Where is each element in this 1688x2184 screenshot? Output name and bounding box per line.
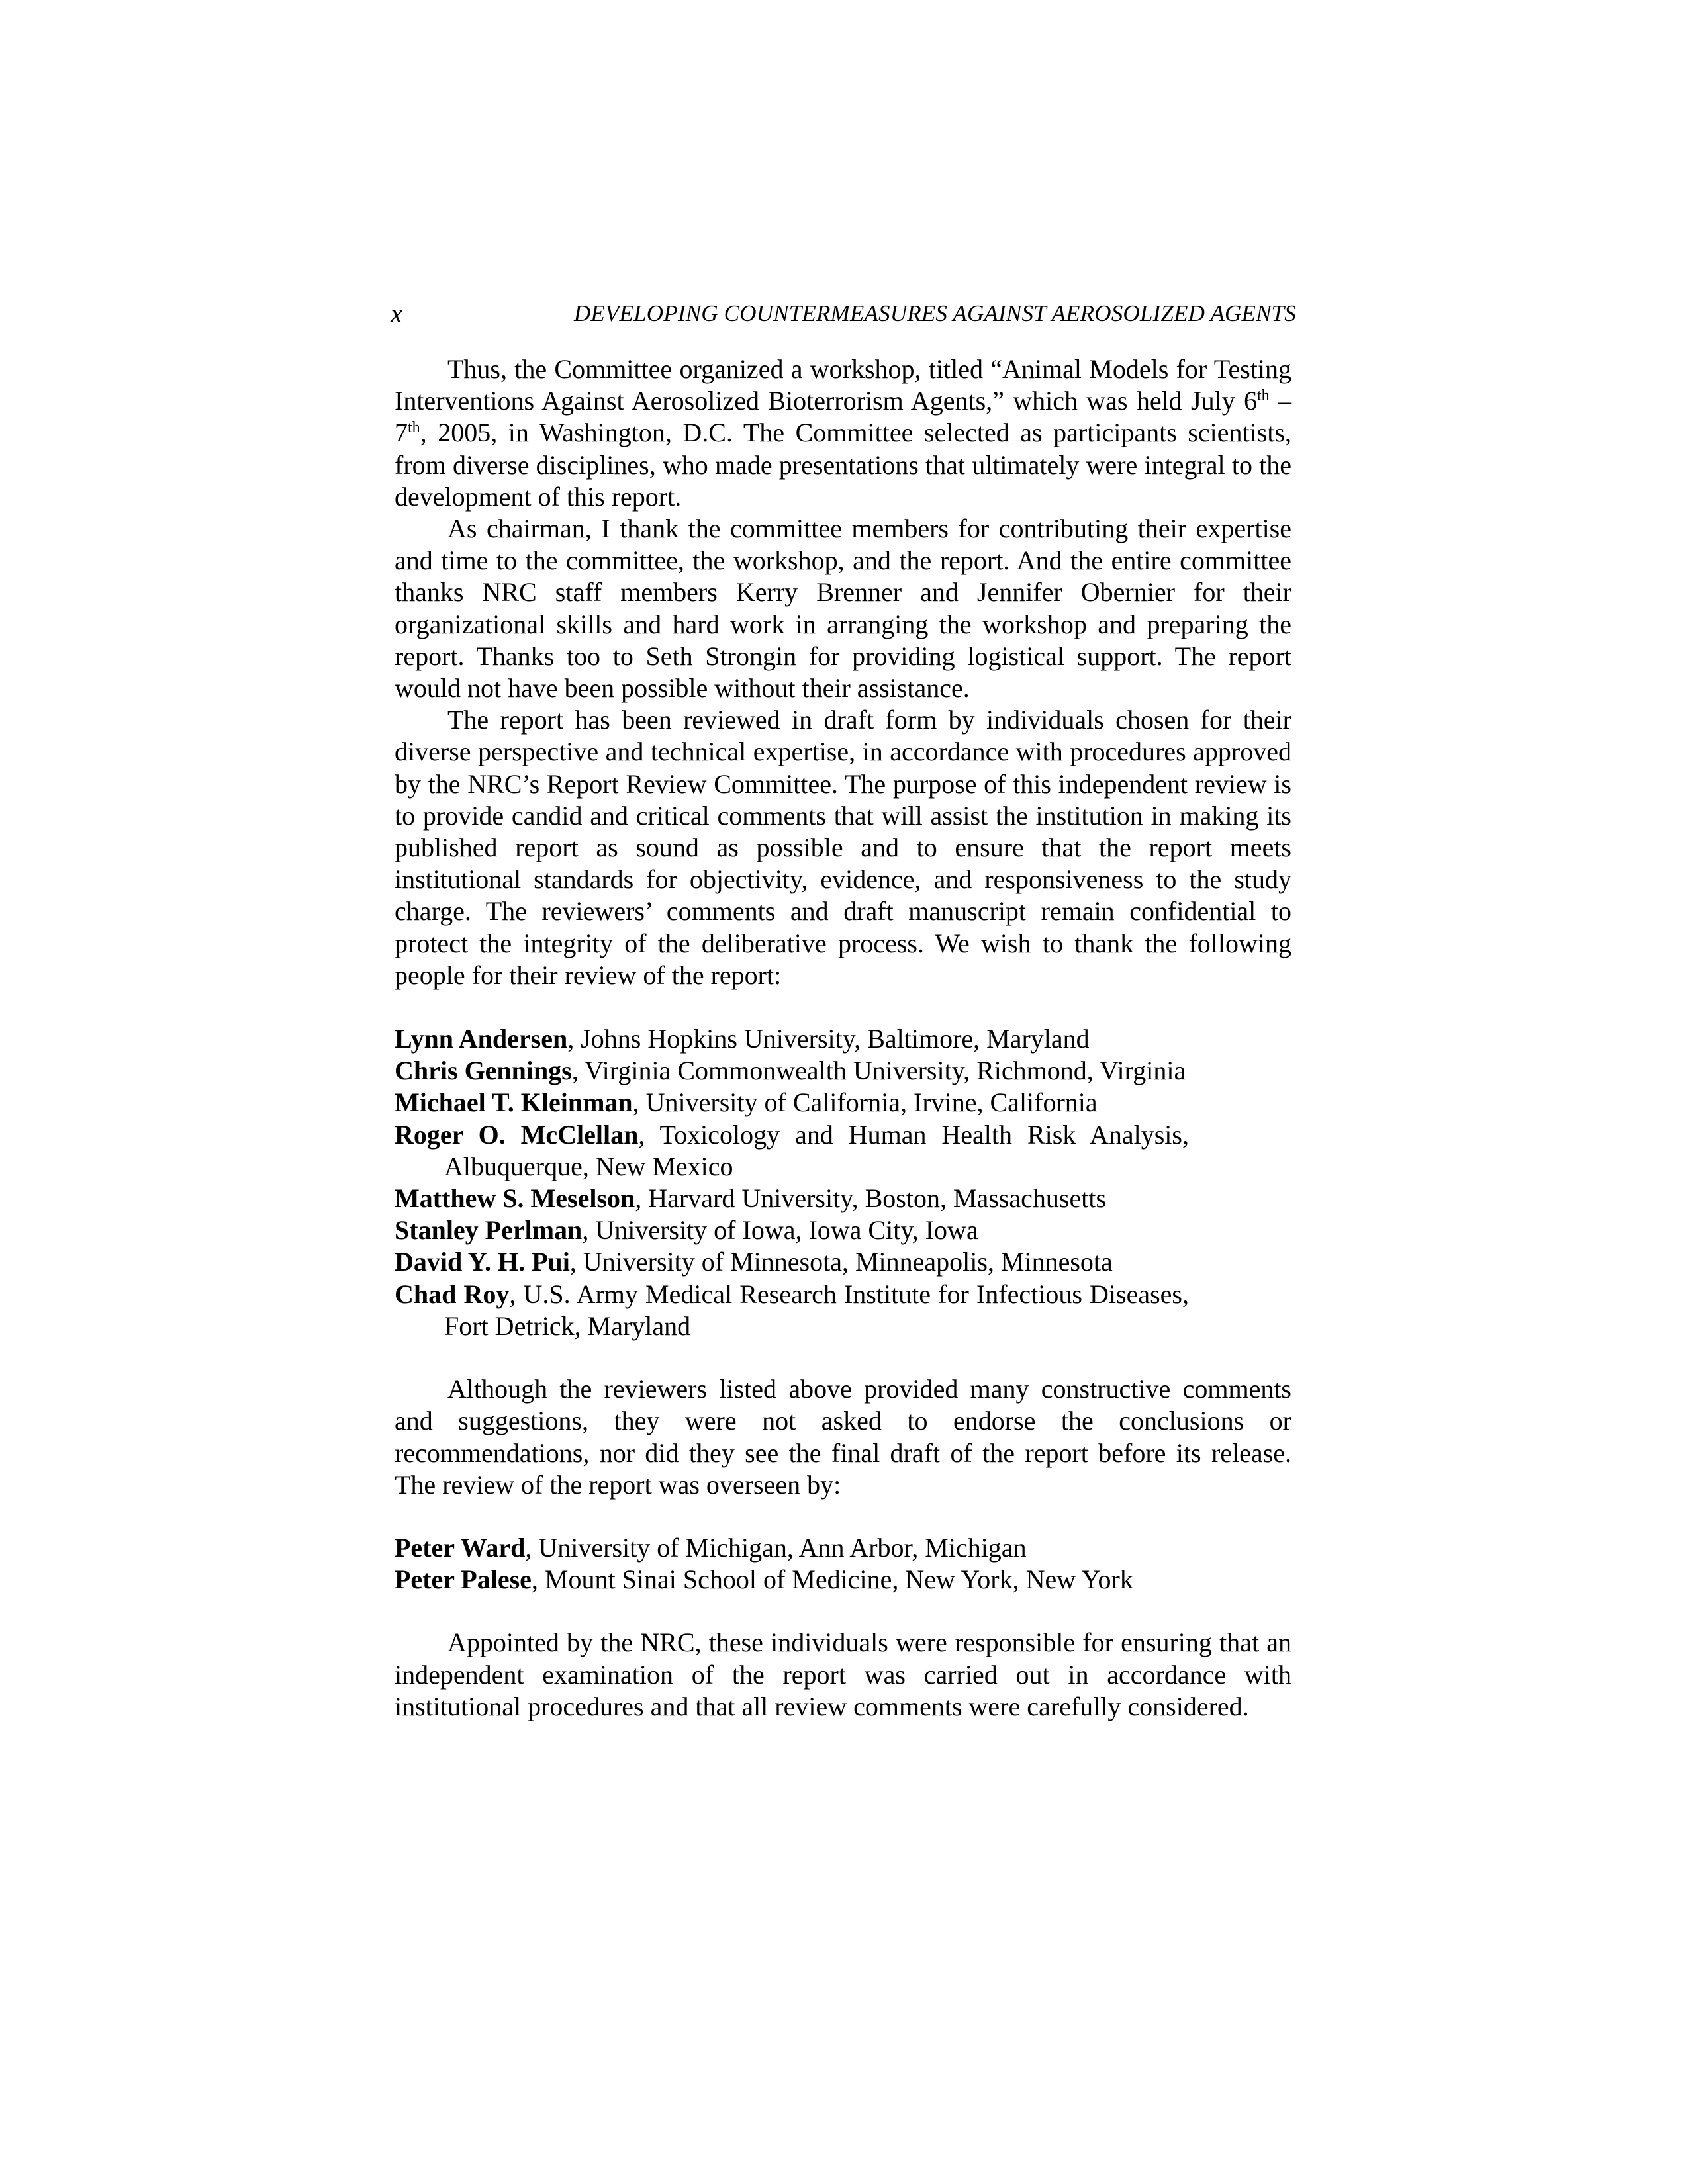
paragraph-oversight: Appointed by the NRC, these individuals were responsible for ensuring that an independent examination of the report was carried out in accordance with institutional procedures and that all review comments were carefully considered. [395, 1627, 1291, 1721]
paragraph-acknowledgments: As chairman, I thank the committee members for contributing their expertise and time to the committee, the workshop, and the report. And the entire committee thanks NRC staff members Kerry Brenner and Jennifer Obernier for their organizational skills and hard work in arranging the workshop and preparing the report. Thanks too to Seth Strongin for providing logistical support. The report would not have been possible without their assistance. [395, 514, 1291, 704]
running-header [391, 294, 1296, 334]
reviewer-name: Lynn Andersen [395, 1024, 568, 1054]
reviewer-name: Chris Gennings [395, 1056, 572, 1086]
superscript: th [1257, 387, 1270, 405]
reviewer-affiliation: , Virginia Commonwealth University, Richmond, Virginia [571, 1056, 1186, 1086]
reviewer-entry [395, 1119, 1189, 1183]
reviewer-name: Chad Roy [395, 1279, 510, 1309]
page-number: x [391, 298, 402, 328]
reviewer-affiliation: , Harvard University, Boston, Massachusetts [635, 1183, 1107, 1214]
reviewer-entry [395, 1023, 1189, 1055]
overseer-affiliation: , University of Michigan, Ann Arbor, Michigan [525, 1532, 1027, 1563]
superscript: th [408, 419, 420, 437]
reviewer-entry [395, 1246, 1189, 1278]
reviewer-entry [395, 1279, 1189, 1342]
reviewer-affiliation: , Johns Hopkins University, Baltimore, Maryland [567, 1024, 1090, 1054]
running-title: DEVELOPING COUNTERMEASURES AGAINST AEROSOLIZED AGENTS [573, 300, 1296, 326]
paragraph-text: – 7 [395, 386, 1292, 448]
paragraph-review-process: The report has been reviewed in draft form by individuals chosen for their diverse perspective and technical expertise, in accordance with procedures approved by the NRC’s Report Review Committee. The purpose of this independent review is to provide candid and critical comments that will assist the institution in making its published report as sound as possible and to ensure that the report meets institutional standards for objectivity, evidence, and responsiveness to the study charge. The reviewers’ comments and draft manuscript remain confidential to protect the integrity of the deliberative process. We wish to thank the following people for their review of the report: [395, 705, 1291, 990]
paragraph-text: , 2005, in Washington, D.C. The Committee selected as participants scientists, from diverse disciplines, who made presentations that ultimately were integral to the development of this report. [395, 418, 1291, 512]
reviewer-name: Stanley Perlman [395, 1215, 583, 1246]
paragraph-review-disclaimer: Although the reviewers listed above provided many constructive comments and suggestions, they were not asked to endorse the conclusions or recommendations, nor did they see the final draft of the report before its release. The review of the report was overseen by: [395, 1374, 1291, 1500]
overseer-name: Peter Palese [395, 1565, 532, 1595]
oversight-list [395, 1532, 1291, 1596]
reviewer-affiliation: , University of Minnesota, Minneapolis, Minnesota [569, 1247, 1113, 1277]
reviewer-entry [395, 1183, 1189, 1214]
reviewer-affiliation: , U.S. Army Medical Research Institute for Infectious Diseases, Fort Detrick, Maryland [444, 1279, 1189, 1341]
overseer-affiliation: , Mount Sinai School of Medicine, New York, New York [531, 1565, 1133, 1595]
reviewer-name: Michael T. Kleinman [395, 1087, 633, 1118]
reviewer-list [395, 1023, 1189, 1342]
reviewer-name: Roger O. McClellan [395, 1119, 639, 1150]
reviewer-entry [395, 1055, 1189, 1087]
reviewer-entry [395, 1087, 1189, 1118]
reviewer-affiliation: , Toxicology and Human Health Risk Analysis, Albuquerque, New Mexico [444, 1119, 1189, 1181]
paragraph-text: Thus, the Committee organized a workshop, titled “Animal Models for Testing Interventions Against Aerosolized Bioterrorism Agents,” which was held July 6 [395, 354, 1291, 416]
reviewer-entry [395, 1214, 1189, 1246]
reviewer-name: Matthew S. Meselson [395, 1183, 635, 1214]
reviewer-affiliation: , University of California, Irvine, California [632, 1087, 1098, 1118]
overseer-name: Peter Ward [395, 1532, 526, 1563]
paragraph-workshop [395, 353, 1291, 513]
reviewer-affiliation: , University of Iowa, Iowa City, Iowa [582, 1215, 978, 1246]
reviewer-name: David Y. H. Pui [395, 1247, 570, 1277]
overseer-entry [395, 1564, 1291, 1596]
page-body [395, 353, 1291, 1723]
overseer-entry [395, 1532, 1291, 1564]
